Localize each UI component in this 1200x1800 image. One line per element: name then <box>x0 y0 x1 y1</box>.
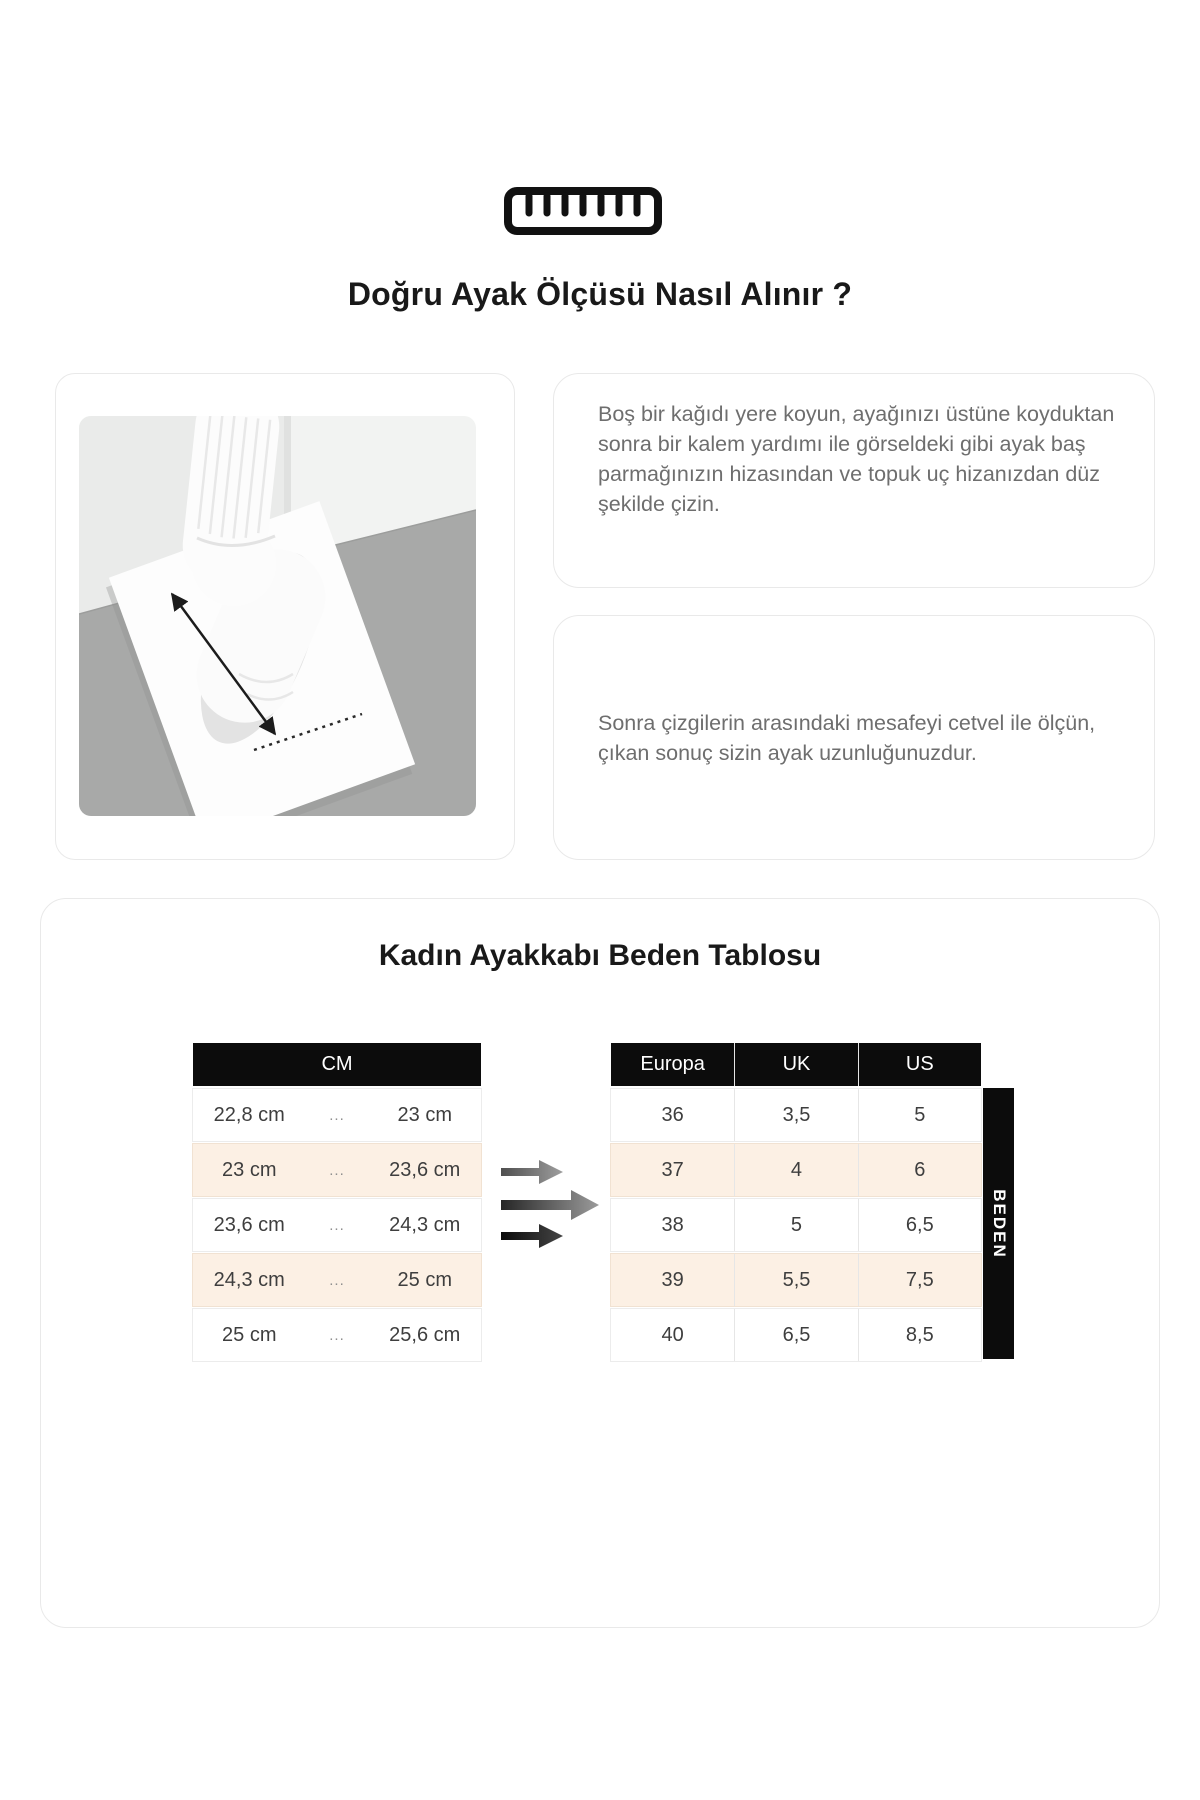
size-cell: 40 <box>661 1323 684 1346</box>
cm-dots: ... <box>329 1216 345 1234</box>
beden-side-label-text: BEDEN <box>989 1188 1009 1259</box>
size-table-card <box>40 898 1160 1628</box>
col-header-uk: UK <box>734 1043 857 1086</box>
beden-side-label <box>983 1088 1014 1359</box>
cm-from: 23,6 cm <box>213 1213 285 1236</box>
size-cell: 3,5 <box>734 1089 857 1141</box>
table-row <box>193 1309 481 1361</box>
cm-to: 23,6 cm <box>389 1158 461 1181</box>
size-cell: 6,5 <box>858 1199 981 1251</box>
size-cell: 6,5 <box>734 1309 857 1361</box>
size-cell: 6 <box>858 1144 981 1196</box>
cm-dots: ... <box>329 1106 345 1124</box>
size-cell: 37 <box>661 1158 684 1181</box>
size-table-header <box>611 1043 981 1086</box>
instruction-step-2-text: Sonra çizgilerin arasındaki mesafeyi cetvel ile ölçün, çıkan sonuç sizin ayak uzunluğunuzdur. <box>598 710 1096 765</box>
col-header-europa: Europa <box>640 1053 705 1075</box>
cm-to: 24,3 cm <box>389 1213 461 1236</box>
shoe-size-table <box>611 1043 981 1364</box>
cm-table-header <box>193 1043 481 1086</box>
ruler-icon <box>503 186 663 236</box>
cm-from: 22,8 cm <box>213 1103 285 1126</box>
cm-from: 25 cm <box>222 1323 277 1346</box>
size-cell: 5 <box>858 1089 981 1141</box>
table-row <box>193 1199 481 1251</box>
table-row <box>193 1089 481 1141</box>
size-cell: 36 <box>661 1103 684 1126</box>
transfer-arrows-icon <box>499 1157 603 1253</box>
cm-to: 25 cm <box>397 1268 452 1291</box>
table-row <box>611 1089 981 1141</box>
size-cell: 38 <box>661 1213 684 1236</box>
table-row <box>611 1254 981 1306</box>
cm-dots: ... <box>329 1271 345 1289</box>
size-cell: 8,5 <box>858 1309 981 1361</box>
cm-dots: ... <box>329 1326 345 1344</box>
size-cell: 7,5 <box>858 1254 981 1306</box>
table-row <box>611 1309 981 1361</box>
col-header-us: US <box>858 1043 981 1086</box>
table-row <box>611 1144 981 1196</box>
instruction-step-1-text: Boş bir kağıdı yere koyun, ayağınızı üstüne koyduktan sonra bir kalem yardımı ile görseldeki gibi ayak baş parmağınızın hizasından ve topuk uç hizanızdan düz şekilde çizin. <box>598 402 1115 516</box>
cm-from: 24,3 cm <box>213 1268 285 1291</box>
table-row <box>611 1199 981 1251</box>
cm-dots: ... <box>329 1161 345 1179</box>
foot-measurement-photo <box>79 416 476 816</box>
table-row <box>193 1254 481 1306</box>
cm-header-label: CM <box>321 1053 353 1075</box>
instruction-step-2 <box>553 615 1155 860</box>
cm-table <box>193 1043 481 1364</box>
size-cell: 5,5 <box>734 1254 857 1306</box>
foot-measure-card <box>55 373 515 860</box>
instruction-step-1 <box>553 373 1155 588</box>
page-title: Doğru Ayak Ölçüsü Nasıl Alınır ? <box>347 276 853 312</box>
table-row <box>193 1144 481 1196</box>
cm-to: 25,6 cm <box>389 1323 461 1346</box>
size-cell: 5 <box>734 1199 857 1251</box>
cm-to: 23 cm <box>397 1103 452 1126</box>
cm-from: 23 cm <box>222 1158 277 1181</box>
size-cell: 39 <box>661 1268 684 1291</box>
size-cell: 4 <box>734 1144 857 1196</box>
size-table-title: Kadın Ayakkabı Beden Tablosu <box>378 939 822 972</box>
